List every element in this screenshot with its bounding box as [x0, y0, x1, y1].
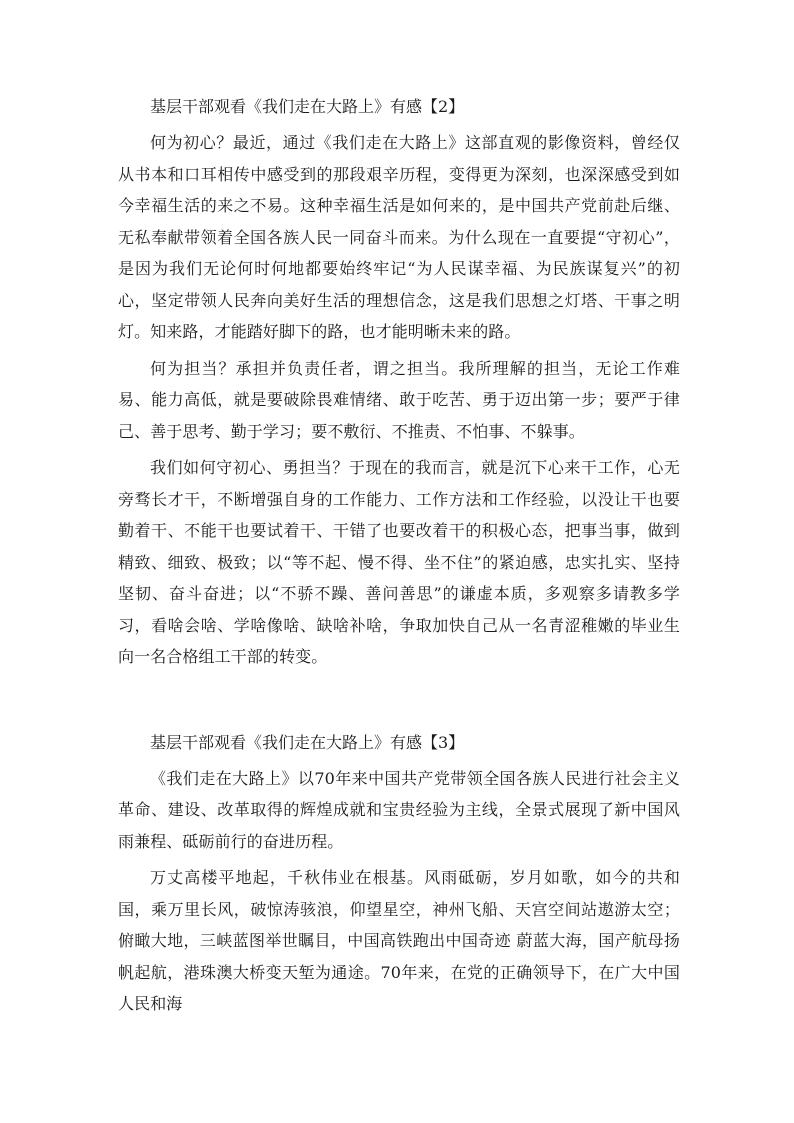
paragraph: 我们如何守初心、勇担当？于现在的我而言，就是沉下心来干工作，心无旁骛长才干，不断增强自身的工作能力、工作方法和工作经验，以没让干也要勤着干、不能干也要试着干、干错了也要改着干的积极心态，把事当事，做到精致、细致、极致；以“等不起、慢不得、坐不住”的紧迫感，忠实扎实、坚持坚韧、奋斗奋进；以“不骄不躁、善问善思”的谦虚本质，多观察多请教多学习，看啥会啥、学啥像啥、缺啥补啥，争取加快自己从一名青涩稚嫩的毕业生向一名合格组工干部的转变。	[118, 458, 680, 666]
paragraph: 《我们走在大路上》以70年来中国共产党带领全国各族人民进行社会主义革命、建设、改革取得的辉煌成就和宝贵经验为主线，全景式展现了新中国风雨兼程、砥砺前行的奋进历程。	[118, 768, 680, 851]
section-3	[118, 728, 680, 1020]
document-page	[118, 92, 680, 1020]
section-2	[118, 92, 680, 673]
paragraph: 何为初心？最近，通过《我们走在大路上》这部直观的影像资料，曾经仅从书本和口耳相传中感受到的那段艰辛历程，变得更为深刻，也深深感受到如今幸福生活的来之不易。这种幸福生活是如何来的，是中国共产党前赴后继、无私奉献带领着全国各族人民一同奋斗而来。为什么现在一直要提“守初心”，是因为我们无论何时何地都要始终牢记“为人民谋幸福、为民族谋复兴”的初心，坚定带领人民奔向美好生活的理想信念，这是我们思想之灯塔、干事之明灯。知来路，才能踏好脚下的路，也才能明晰未来的路。	[118, 133, 680, 341]
paragraph: 何为担当？承担并负责任者，谓之担当。我所理解的担当，无论工作难易、能力高低，就是要破除畏难情绪、敢于吃苦、勇于迈出第一步；要严于律己、善于思考、勤于学习；要不敷衍、不推责、不怕事、不躲事。	[118, 358, 680, 441]
section-divider	[118, 673, 680, 728]
paragraph: 万丈高楼平地起，千秋伟业在根基。风雨砥砺，岁月如歌，如今的共和国，乘万里长风，破惊涛骇浪，仰望星空，神州飞船、天宫空间站遨游太空；俯瞰大地，三峡蓝图举世瞩目，中国高铁跑出中国奇迹 蔚蓝大海，国产航母扬帆起航，港珠澳大桥变天堑为通途。70年来，在党的正确领导下，在广大中国人民和海	[118, 868, 680, 1013]
section-title: 基层干部观看《我们走在大路上》有感【2】	[150, 97, 465, 116]
section-title: 基层干部观看《我们走在大路上》有感【3】	[150, 732, 465, 752]
